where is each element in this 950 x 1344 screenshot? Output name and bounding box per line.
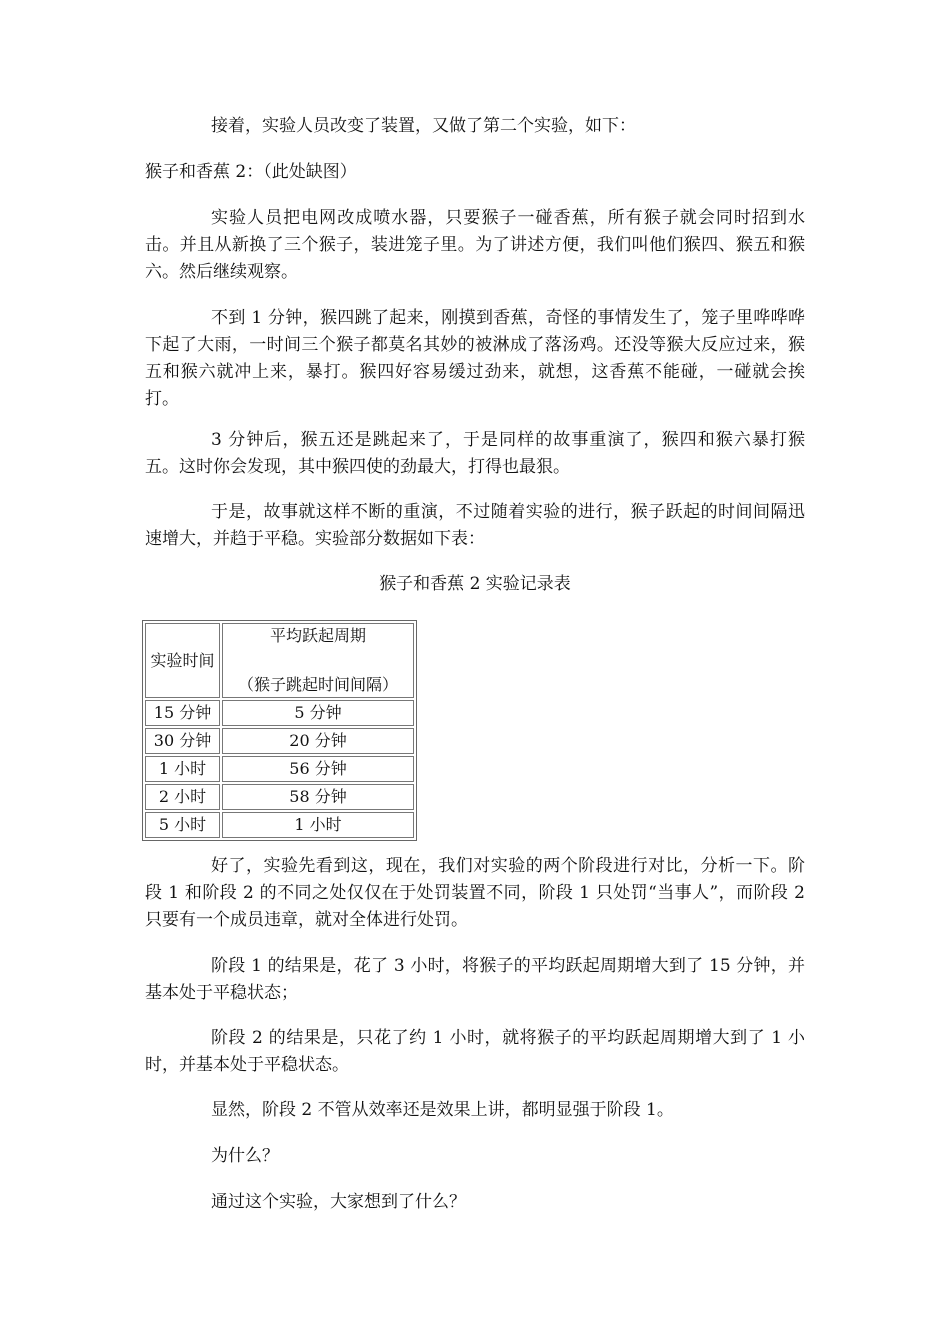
header-average-period-line1: 平均跃起周期 (269, 626, 366, 645)
paragraph-compare: 好了，实验先看到这，现在，我们对实验的两个阶段进行对比，分析一下。阶段 1 和阶段 2 的不同之处仅仅在于处罚装置不同，阶段 1 只处罚“当事人”，而阶段 2 只要有一个成员违章，就对全体进行处罚。 (145, 856, 805, 930)
table-header-row (145, 623, 414, 698)
table-caption: 猴子和香蕉 2 实验记录表 (379, 574, 571, 594)
cell-time: 5 小时 (145, 812, 220, 838)
header-average-period (222, 623, 414, 698)
paragraph-conclusion: 显然，阶段 2 不管从效率还是效果上讲，都明显强于阶段 1。 (211, 1100, 674, 1120)
table-row (145, 700, 414, 726)
header-average-period-line2: （猴子跳起时间间隔） (237, 675, 398, 694)
figure-missing-note: 猴子和香蕉 2：（此处缺图） (145, 162, 357, 182)
experiment-record-table (142, 620, 417, 841)
paragraph-stage2-result: 阶段 2 的结果是，只花了约 1 小时，就将猴子的平均跃起周期增大到了 1 小时，并基本处于平稳状态。 (145, 1028, 805, 1075)
paragraph-repeat: 于是，故事就这样不断的重演，不过随着实验的进行，猴子跃起的时间间隔迅速增大，并趋于平稳。实验部分数据如下表： (145, 502, 805, 549)
cell-period: 58 分钟 (222, 784, 414, 810)
paragraph-setup: 实验人员把电网改成喷水器，只要猴子一碰香蕉，所有猴子就会同时招到水击。并且从新换了三个猴子，装进笼子里。为了讲述方便，我们叫他们猴四、猴五和猴六。然后继续观察。 (145, 208, 805, 282)
table-row (145, 756, 414, 782)
table-row (145, 812, 414, 838)
cell-period: 20 分钟 (222, 728, 414, 754)
cell-period: 56 分钟 (222, 756, 414, 782)
cell-time: 1 小时 (145, 756, 220, 782)
paragraph-intro: 接着，实验人员改变了装置，又做了第二个实验，如下： (211, 116, 636, 136)
cell-time: 2 小时 (145, 784, 220, 810)
cell-time: 15 分钟 (145, 700, 220, 726)
paragraph-why: 为什么？ (211, 1146, 279, 1166)
paragraph-question: 通过这个实验，大家想到了什么？ (211, 1192, 466, 1212)
header-experiment-time: 实验时间 (145, 623, 220, 698)
cell-time: 30 分钟 (145, 728, 220, 754)
paragraph-second-jump: 3 分钟后，猴五还是跳起来了，于是同样的故事重演了，猴四和猴六暴打猴五。这时你会发现，其中猴四使的劲最大，打得也最狠。 (145, 430, 805, 477)
cell-period: 5 分钟 (222, 700, 414, 726)
paragraph-first-jump: 不到 1 分钟，猴四跳了起来，刚摸到香蕉，奇怪的事情发生了，笼子里哗哗哗下起了大雨，一时间三个猴子都莫名其妙的被淋成了落汤鸡。还没等猴大反应过来，猴五和猴六就冲上来，暴打。猴四好容易缓过劲来，就想，这香蕉不能碰，一碰就会挨打。 (145, 308, 805, 409)
table-row (145, 728, 414, 754)
paragraph-stage1-result: 阶段 1 的结果是，花了 3 小时，将猴子的平均跃起周期增大到了 15 分钟，并基本处于平稳状态； (145, 956, 805, 1003)
table-row (145, 784, 414, 810)
cell-period: 1 小时 (222, 812, 414, 838)
